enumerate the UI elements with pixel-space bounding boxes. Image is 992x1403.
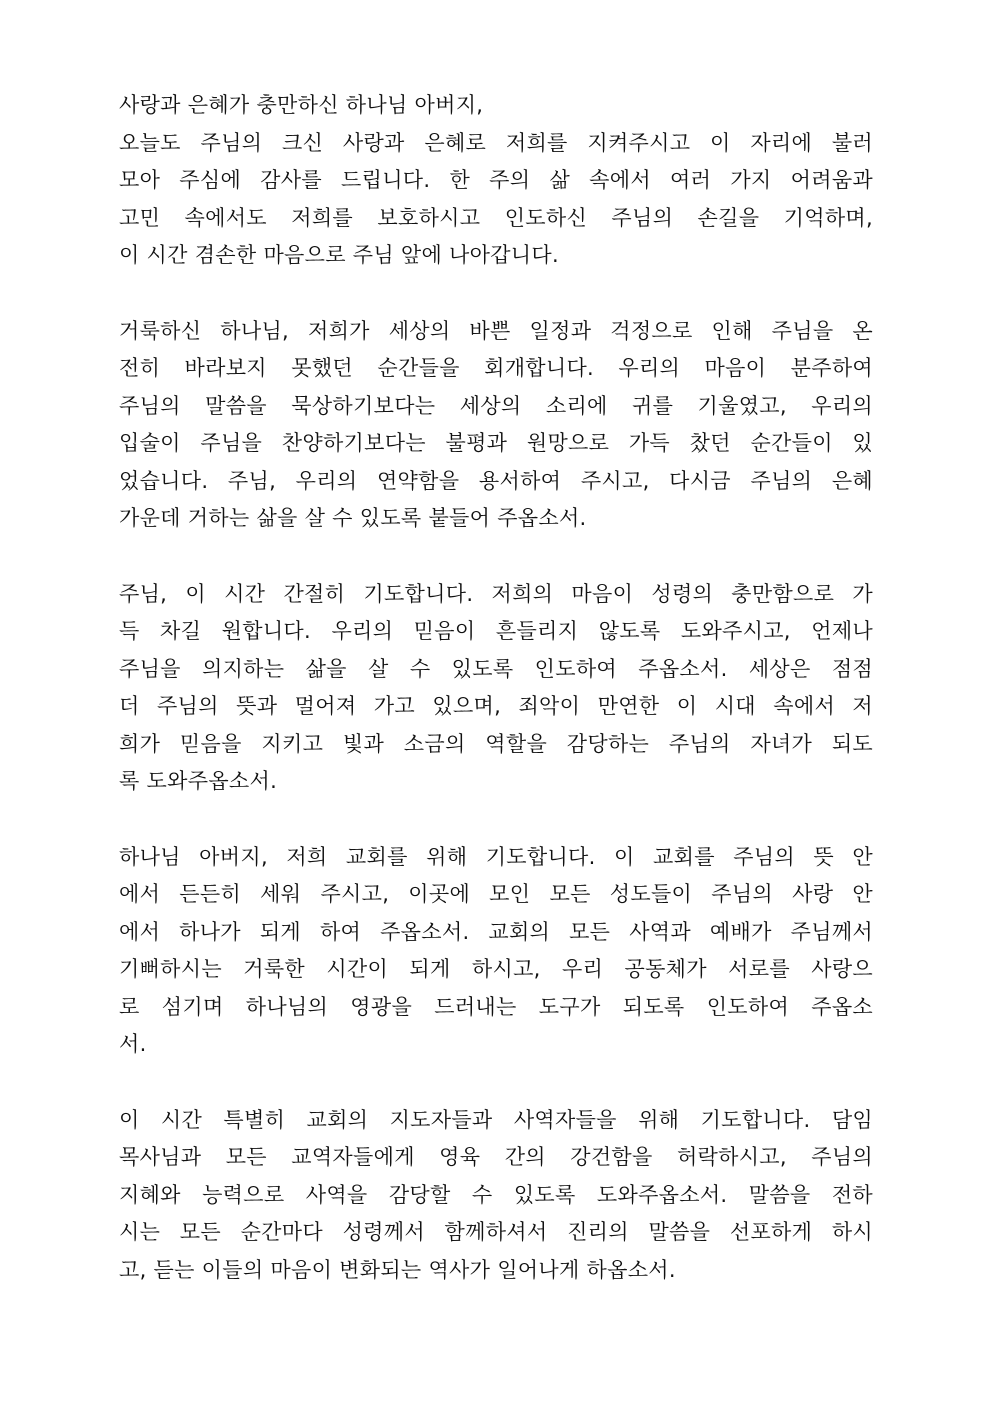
text-line: 오늘도 주님의 크신 사랑과 은혜로 저희를 지켜주시고 이 자리에 불러 — [119, 130, 873, 155]
text-line: 었습니다. 주님, 우리의 연약함을 용서하여 주시고, 다시금 주님의 은혜 — [119, 468, 873, 493]
text-line: 주님을 의지하는 삶을 살 수 있도록 인도하여 주옵소서. 세상은 점점 — [119, 656, 873, 681]
text-line: 기뻐하시는 거룩한 시간이 되게 하시고, 우리 공동체가 서로를 사랑으 — [119, 957, 873, 981]
text-line: 고민 속에서도 저희를 보호하시고 인도하신 주님의 손길을 기억하며, — [119, 205, 873, 230]
paragraph-2 — [119, 313, 873, 538]
text-line: 로 섬기며 하나님의 영광을 드러내는 도구가 되도록 인도하여 주옵소 — [119, 994, 873, 1019]
paragraph-1 — [119, 87, 873, 275]
text-line: 더 주님의 뜻과 멀어져 가고 있으며, 죄악이 만연한 이 시대 속에서 저 — [119, 694, 873, 718]
text-line: 목사님과 모든 교역자들에게 영육 간의 강건함을 허락하시고, 주님의 — [119, 1145, 873, 1169]
text-line: 지혜와 능력으로 사역을 감당할 수 있도록 도와주옵소서. 말씀을 전하 — [119, 1182, 873, 1207]
text-line: 거룩하신 하나님, 저희가 세상의 바쁜 일정과 걱정으로 인해 주님을 온 — [119, 318, 873, 343]
paragraph-4 — [119, 839, 873, 1064]
text-line: 모아 주심에 감사를 드립니다. 한 주의 삶 속에서 여러 가지 어려움과 — [119, 168, 873, 192]
prayer-text-body — [119, 87, 873, 1327]
text-line: 이 시간 겸손한 마음으로 주님 앞에 나아갑니다. — [119, 243, 559, 267]
text-line: 하나님 아버지, 저희 교회를 위해 기도합니다. 이 교회를 주님의 뜻 안 — [119, 844, 873, 869]
text-line: 입술이 주님을 찬양하기보다는 불평과 원망으로 가득 찼던 순간들이 있 — [119, 431, 873, 455]
text-line: 득 차길 원합니다. 우리의 믿음이 흔들리지 않도록 도와주시고, 언제나 — [119, 619, 873, 643]
paragraph-3 — [119, 576, 873, 801]
text-line: 고, 듣는 이들의 마음이 변화되는 역사가 일어나게 하옵소서. — [119, 1257, 676, 1282]
text-line: 사랑과 은혜가 충만하신 하나님 아버지, — [119, 93, 484, 117]
text-line: 전히 바라보지 못했던 순간들을 회개합니다. 우리의 마음이 분주하여 — [119, 356, 873, 380]
text-line: 주님의 말씀을 묵상하기보다는 세상의 소리에 귀를 기울였고, 우리의 — [119, 393, 873, 418]
text-line: 주님, 이 시간 간절히 기도합니다. 저희의 마음이 성령의 충만함으로 가 — [119, 581, 873, 606]
text-line: 록 도와주옵소서. — [119, 769, 278, 793]
text-line: 시는 모든 순간마다 성령께서 함께하셔서 진리의 말씀을 선포하게 하시 — [119, 1220, 873, 1244]
paragraph-5 — [119, 1102, 873, 1290]
text-line: 이 시간 특별히 교회의 지도자들과 사역자들을 위해 기도합니다. 담임 — [119, 1107, 873, 1132]
text-line: 에서 하나가 되게 하여 주옵소서. 교회의 모든 사역과 예배가 주님께서 — [119, 919, 873, 944]
text-line: 서. — [119, 1032, 147, 1056]
text-line: 희가 믿음을 지키고 빛과 소금의 역할을 감당하는 주님의 자녀가 되도 — [119, 731, 873, 756]
text-line: 에서 든든히 세워 주시고, 이곳에 모인 모든 성도들이 주님의 사랑 안 — [119, 882, 873, 906]
text-line: 가운데 거하는 삶을 살 수 있도록 붙들어 주옵소서. — [119, 506, 587, 530]
